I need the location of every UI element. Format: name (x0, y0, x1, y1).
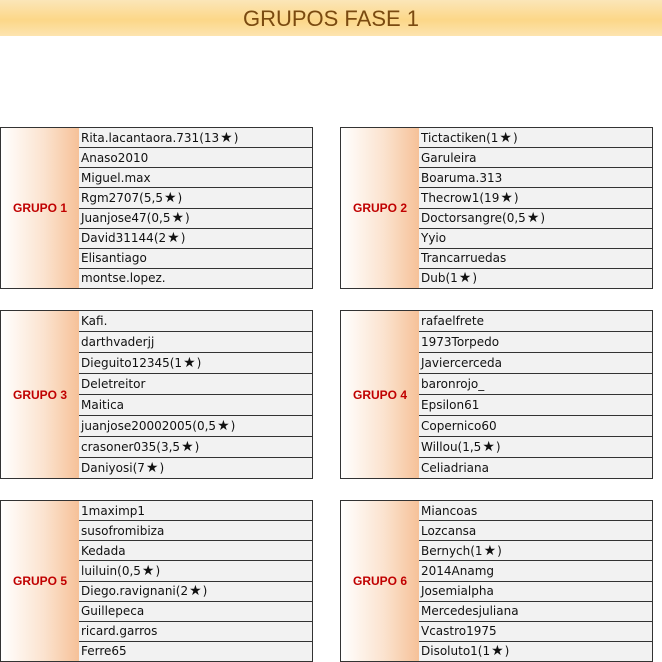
player-name: juanjose20002005(0,5 (81, 419, 217, 433)
player-name: Lozcansa (421, 523, 477, 538)
player-row (79, 561, 312, 581)
closing-paren: ) (472, 271, 478, 286)
closing-paren: ) (196, 356, 202, 370)
player-name: 1maximp1 (81, 503, 146, 518)
star-icon: ★ (171, 210, 185, 227)
player-row (419, 229, 652, 249)
player-row (419, 416, 652, 437)
player-row (419, 437, 652, 458)
player-name: Maitica (81, 398, 125, 412)
closing-paren: ) (180, 231, 186, 246)
player-row (79, 437, 312, 458)
star-icon: ★ (167, 230, 180, 247)
player-name: Copernico60 (421, 419, 497, 433)
closing-paren: ) (177, 190, 183, 205)
group-label: GRUPO 2 (341, 128, 420, 288)
star-icon: ★ (145, 460, 159, 476)
player-name: susofromibiza (81, 523, 165, 538)
player-row (419, 168, 652, 188)
player-name: Thecrow1(19 (421, 190, 500, 205)
player-name: Boaruma.313 (421, 170, 503, 185)
player-name: Dub(1 (421, 271, 458, 286)
player-row (419, 561, 652, 581)
player-name: crasoner035(3,5 (81, 440, 181, 454)
group-table-3 (0, 310, 313, 479)
player-name: Kedada (81, 543, 126, 558)
player-list (419, 128, 652, 288)
star-icon: ★ (220, 129, 233, 146)
closing-paren: ) (159, 461, 165, 475)
title-banner (0, 0, 662, 36)
group-label: GRUPO 1 (1, 128, 80, 288)
player-row (419, 458, 652, 478)
star-icon: ★ (491, 643, 504, 660)
player-list (79, 501, 312, 661)
player-row (419, 622, 652, 642)
player-name: David31144(2 (81, 231, 167, 246)
player-row (79, 168, 312, 188)
player-name: Garuleira (421, 150, 477, 165)
closing-paren: ) (495, 440, 501, 454)
star-icon: ★ (183, 355, 196, 371)
player-name: Vcastro1975 (421, 624, 497, 639)
player-name: Rita.lacantaora.731(13 (81, 130, 220, 145)
player-list (419, 311, 652, 478)
star-icon: ★ (181, 439, 194, 455)
star-icon: ★ (163, 189, 177, 206)
player-name: Dieguito12345(1 (81, 356, 183, 370)
player-name: Miancoas (421, 503, 478, 518)
player-row (419, 642, 652, 661)
player-name: darthvaderjj (81, 335, 155, 349)
player-name: Epsilon61 (421, 398, 480, 412)
group-label: GRUPO 3 (1, 311, 80, 478)
closing-paren: ) (513, 190, 519, 205)
closing-paren: ) (202, 584, 208, 599)
group-table-1 (0, 127, 313, 289)
player-row (79, 188, 312, 208)
star-icon: ★ (189, 583, 202, 600)
closing-paren: ) (155, 563, 161, 578)
player-name: Yyio (421, 231, 447, 246)
player-name: Willou(1,5 (421, 440, 482, 454)
player-name: Celiadriana (421, 461, 489, 475)
player-row (79, 501, 312, 521)
player-name: ricard.garros (81, 624, 158, 639)
player-row (79, 128, 312, 148)
player-row (419, 602, 652, 622)
player-row (79, 642, 312, 661)
group-table-5 (0, 500, 313, 662)
player-name: Anaso2010 (81, 150, 149, 165)
group-table-4 (340, 310, 653, 479)
player-name: baronrojo_ (421, 377, 485, 391)
player-name: Javiercerceda (421, 356, 502, 370)
player-name: Rgm2707(5,5 (81, 190, 163, 205)
closing-paren: ) (504, 644, 510, 659)
page-title: GRUPOS FASE 1 (242, 6, 420, 31)
player-row (419, 353, 652, 374)
player-name: Guillepeca (81, 604, 145, 619)
group-label: GRUPO 6 (341, 501, 420, 661)
closing-paren: ) (194, 440, 200, 454)
star-icon: ★ (526, 210, 540, 227)
player-name: Miguel.max (81, 170, 151, 185)
player-name: Elisantiago (81, 251, 147, 266)
player-row (79, 353, 312, 374)
player-name: Diego.ravignani(2 (81, 584, 189, 599)
player-row (79, 332, 312, 353)
star-icon: ★ (500, 189, 513, 206)
player-row (419, 541, 652, 561)
star-icon: ★ (458, 270, 472, 287)
player-name: Josemialpha (421, 584, 494, 599)
closing-paren: ) (233, 130, 239, 145)
player-row (79, 374, 312, 395)
player-name: Juanjose47(0,5 (81, 211, 171, 226)
player-row (419, 249, 652, 269)
player-name: Ferre65 (81, 644, 127, 659)
player-row (419, 521, 652, 541)
player-row (79, 521, 312, 541)
group-label: GRUPO 5 (1, 501, 80, 661)
player-name: 2014Anamg (421, 563, 495, 578)
closing-paren: ) (512, 130, 518, 145)
player-list (419, 501, 652, 661)
player-name: Doctorsangre(0,5 (421, 211, 526, 226)
star-icon: ★ (499, 129, 512, 146)
player-row (419, 269, 652, 288)
player-name: Kafi. (81, 314, 108, 328)
group-label: GRUPO 4 (341, 311, 420, 478)
star-icon: ★ (483, 542, 497, 559)
player-name: Daniyosi(7 (81, 461, 145, 475)
player-row (79, 209, 312, 229)
star-icon: ★ (141, 562, 155, 579)
player-name: Mercedesjuliana (421, 604, 519, 619)
player-row (419, 582, 652, 602)
player-row (79, 602, 312, 622)
group-table-2 (340, 127, 653, 289)
closing-paren: ) (540, 211, 546, 226)
player-name: rafaelfrete (421, 314, 484, 328)
player-name: Disoluto1(1 (421, 644, 491, 659)
star-icon: ★ (217, 418, 230, 434)
player-row (79, 582, 312, 602)
player-row (79, 622, 312, 642)
closing-paren: ) (185, 211, 190, 226)
player-row (419, 332, 652, 353)
player-row (79, 249, 312, 269)
player-name: montse.lopez. (81, 271, 166, 286)
player-name: Trancarruedas (421, 251, 507, 266)
player-name: Tictactiken(1 (421, 130, 499, 145)
player-row (419, 128, 652, 148)
player-row (79, 148, 312, 168)
player-row (419, 188, 652, 208)
star-icon: ★ (482, 439, 495, 455)
player-name: 1973Torpedo (421, 335, 500, 349)
player-row (79, 416, 312, 437)
closing-paren: ) (497, 543, 502, 558)
player-row (419, 311, 652, 332)
player-row (419, 148, 652, 168)
player-row (419, 374, 652, 395)
player-row (79, 395, 312, 416)
player-name: Bernych(1 (421, 543, 483, 558)
player-name: luiluin(0,5 (81, 563, 141, 578)
player-row (79, 541, 312, 561)
player-row (79, 269, 312, 288)
group-table-6 (340, 500, 653, 662)
player-row (79, 458, 312, 478)
player-row (419, 395, 652, 416)
player-row (419, 209, 652, 229)
closing-paren: ) (230, 419, 236, 433)
player-list (79, 128, 312, 288)
player-list (79, 311, 312, 478)
player-row (79, 311, 312, 332)
player-row (79, 229, 312, 249)
player-row (419, 501, 652, 521)
player-name: Deletreitor (81, 377, 146, 391)
